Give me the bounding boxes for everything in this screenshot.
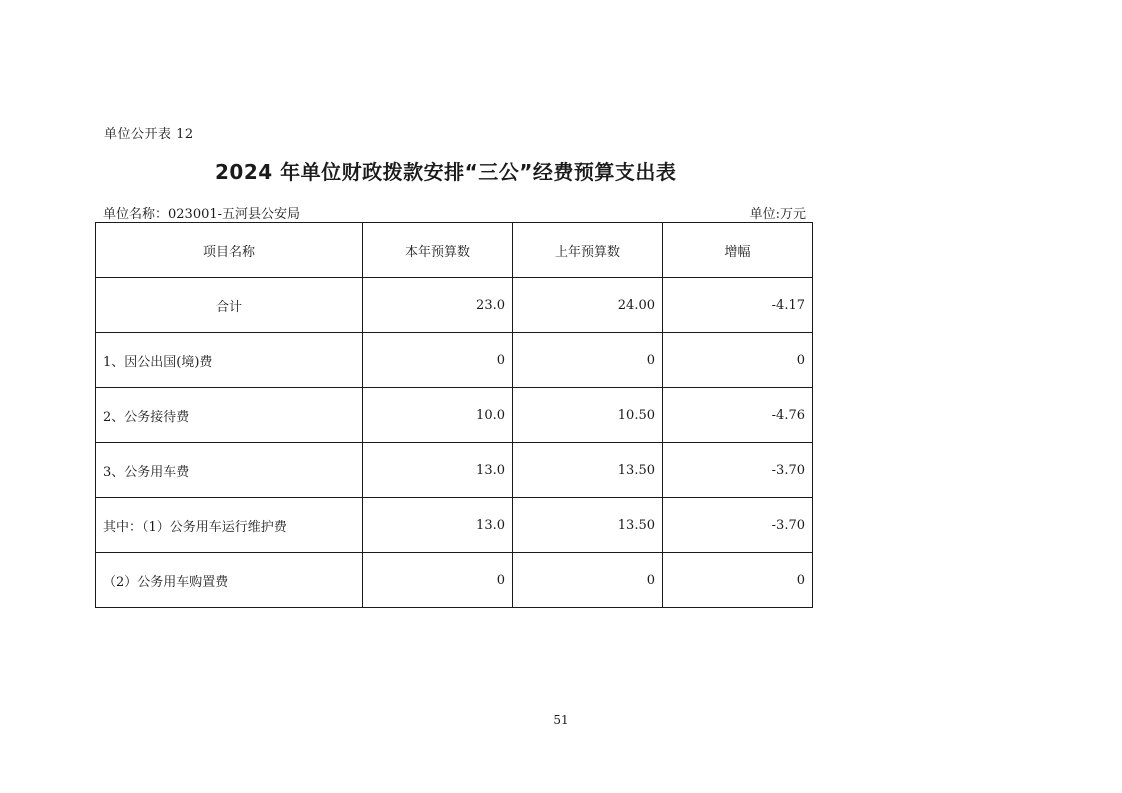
- row-change: -4.17: [663, 278, 813, 333]
- row-name: 1、因公出国(境)费: [96, 333, 363, 388]
- row-name: 合计: [96, 278, 363, 333]
- row-change: -3.70: [663, 498, 813, 553]
- row-name: （2）公务用车购置费: [96, 553, 363, 608]
- page-title: 2024 年单位财政拨款安排“三公”经费预算支出表: [215, 160, 677, 184]
- header-item-name: 项目名称: [96, 223, 363, 278]
- table-header-row: [96, 223, 813, 278]
- page-number: 51: [553, 713, 569, 727]
- table-row: [96, 443, 813, 498]
- budget-table: [95, 222, 813, 608]
- row-previous-budget: 24.00: [513, 278, 663, 333]
- table-row: [96, 333, 813, 388]
- row-current-budget: 13.0: [363, 498, 513, 553]
- row-change: -3.70: [663, 443, 813, 498]
- row-current-budget: 0: [363, 333, 513, 388]
- row-previous-budget: 13.50: [513, 443, 663, 498]
- header-previous-budget: 上年预算数: [513, 223, 663, 278]
- table-row: [96, 498, 813, 553]
- row-previous-budget: 10.50: [513, 388, 663, 443]
- form-number: 单位公开表 12: [104, 127, 194, 142]
- table-row-total: [96, 278, 813, 333]
- row-previous-budget: 0: [513, 333, 663, 388]
- table-row: [96, 553, 813, 608]
- row-current-budget: 0: [363, 553, 513, 608]
- row-name: 3、公务用车费: [96, 443, 363, 498]
- row-current-budget: 13.0: [363, 443, 513, 498]
- row-current-budget: 10.0: [363, 388, 513, 443]
- table-row: [96, 388, 813, 443]
- header-change: 增幅: [663, 223, 813, 278]
- row-previous-budget: 0: [513, 553, 663, 608]
- row-name: 其中：（1）公务用车运行维护费: [96, 498, 363, 553]
- row-previous-budget: 13.50: [513, 498, 663, 553]
- row-change: 0: [663, 553, 813, 608]
- header-current-budget: 本年预算数: [363, 223, 513, 278]
- row-current-budget: 23.0: [363, 278, 513, 333]
- unit-measure: 单位:万元: [749, 207, 806, 222]
- row-change: -4.76: [663, 388, 813, 443]
- unit-name: 单位名称：023001-五河县公安局: [103, 207, 301, 222]
- row-name: 2、公务接待费: [96, 388, 363, 443]
- row-change: 0: [663, 333, 813, 388]
